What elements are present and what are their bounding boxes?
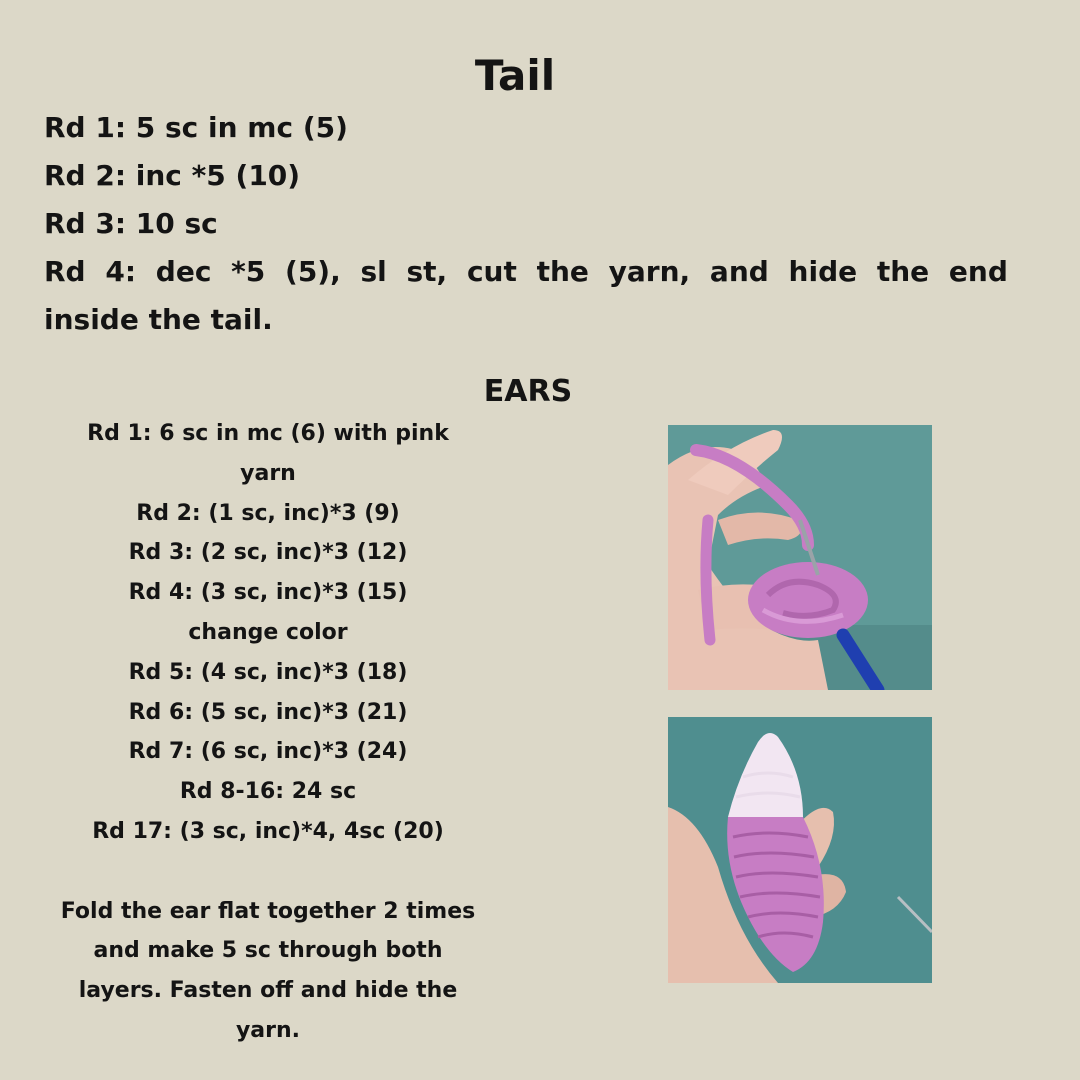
tail-row-4-continued: inside the tail. [44, 303, 273, 336]
ears-instruction-1: Fold the ear flat together 2 times [60, 898, 476, 924]
ears-line-9: Rd 7: (6 sc, inc)*3 (24) [128, 739, 408, 765]
ears-line-1: Rd 1: 6 sc in mc (6) with pink [87, 421, 449, 446]
ears-line-11: Rd 17: (3 sc, inc)*4, 4sc (20) [92, 818, 444, 844]
ear-finished-photo [668, 717, 932, 983]
tail-row-3: Rd 3: 10 sc [44, 207, 218, 240]
ears-instructions [50, 414, 486, 1051]
ears-line-6: change color [188, 619, 348, 645]
ears-instruction-3: layers. Fasten off and hide the [78, 978, 458, 1004]
ears-title: EARS [483, 374, 573, 409]
tail-row-1: Rd 1: 5 sc in mc (5) [44, 111, 348, 144]
ears-line-5: Rd 4: (3 sc, inc)*3 (15) [128, 580, 408, 606]
ear-finished-illustration [668, 717, 932, 983]
ears-line-10: Rd 8-16: 24 sc [179, 779, 357, 805]
ears-instruction-2: and make 5 sc through both [93, 938, 443, 964]
ears-line-3: Rd 2: (1 sc, inc)*3 (9) [136, 500, 400, 526]
ear-start-photo [668, 425, 932, 690]
tail-instructions [44, 104, 1008, 344]
tail-row-4: Rd 4: dec *5 (5), sl st, cut the yarn, and hide the end [44, 255, 1008, 288]
tail-row-2: Rd 2: inc *5 (10) [44, 159, 301, 192]
ears-line-8: Rd 6: (5 sc, inc)*3 (21) [128, 699, 408, 725]
ears-line-4: Rd 3: (2 sc, inc)*3 (12) [128, 540, 408, 566]
ears-spacer [50, 852, 486, 892]
tail-title: Tail [474, 51, 556, 100]
ear-start-illustration [668, 425, 932, 690]
ears-line-2: yarn [240, 460, 296, 486]
ears-line-7: Rd 5: (4 sc, inc)*3 (18) [128, 659, 408, 685]
ears-instruction-4: yarn. [235, 1017, 301, 1043]
